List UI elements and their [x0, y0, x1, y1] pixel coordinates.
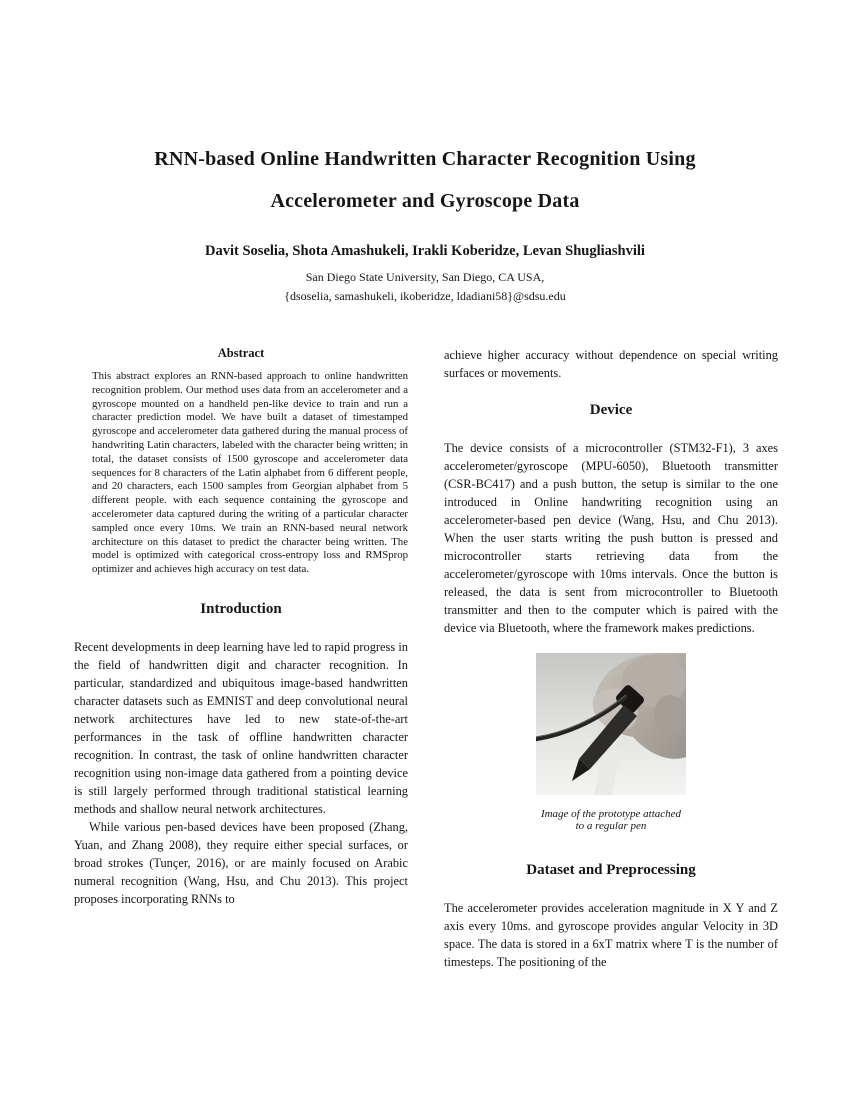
introduction-paragraph-1: Recent developments in deep learning have led to rapid progress in the field of handwritten digit and character recognition. In particular, standardized and ubiquitous image-based handwritten character datasets such as EMNIST and deep convolutional neural network architectures have led to new state-of-the-art performances in the task of offline handwritten character recognition. In contrast, the task of online handwritten character recognition using non-image data gathered from a pointing device is still largely performed through traditional statistical learning methods and shallow neural network architectures. [74, 639, 408, 816]
knuckle-highlight [654, 695, 686, 735]
paper-title [0, 138, 850, 222]
device-heading: Device [589, 402, 633, 418]
figure-caption: Image of the prototype attached to a regular pen [540, 808, 682, 832]
device-paragraph: The device consists of a microcontroller (STM32-F1), 3 axes accelerometer/gyroscope (MPU-6050), Bluetooth transmitter (CSR-BC417) and a push button, the setup is similar to the one introduced in Online handwriting recognition using an accelerometer-based pen device (Wang, Hsu, and Chu 2013). When the user starts writing the push button is pressed and microcontroller starts retrieving data from the accelerometer/gyroscope with 10ms intervals. Once the button is released, the data is sent from microcontroller to Bluetooth transmitter and then to the computer which is paired with the device via Bluetooth, where the framework makes predictions. [444, 441, 778, 635]
introduction-continued-paragraph: achieve higher accuracy without dependence on special writing surfaces or movements. [444, 348, 778, 380]
abstract-body: This abstract explores an RNN-based approach to online handwritten recognition problem. Our method uses data from an accelerometer and a gyroscope mounted on a handheld pen-like device to train and run a character prediction model. We have built a dataset of timestamped gyroscope and accelerometer data gathered during the manual process of handwriting Latin characters, labeled with the character being written; in total, the dataset consists of 1500 gyroscope and accelerometer data sequences for 8 characters of the Latin alphabet from 6 different people, and 20 characters, each 1500 samples from Georgian alphabet from 5 different people. with each sequence containing the gyroscope and accelerometer data captured during the writing of a particular character sampled once every 10ms. We train an RNN-based neural network architecture on this dataset to predict the character being written. The model is optimized with categorical cross-entropy loss and RMSprop optimizer and achieves high accuracy on test data. [92, 370, 408, 576]
abstract-heading: Abstract [217, 346, 265, 360]
paper-title-line-2: Accelerometer and Gyroscope Data [270, 190, 580, 212]
introduction-heading: Introduction [200, 600, 282, 617]
paper-header [0, 138, 850, 304]
paper-title-line-1: RNN-based Online Handwritten Character Recognition Using [154, 148, 696, 170]
left-column [74, 346, 408, 908]
dataset-heading: Dataset and Preprocessing [526, 862, 696, 878]
prototype-figure [536, 653, 686, 832]
dataset-paragraph: The accelerometer provides acceleration magnitude in X Y and Z axis every 10ms. and gyroscope provides angular Velocity in 3D space. The data is stored in a 6xT matrix where T is the number of timesteps. The positioning of the [444, 901, 778, 969]
affiliation-line: San Diego State University, San Diego, CA USA, [305, 270, 545, 284]
authors-line: Davit Soselia, Shota Amashukeli, Irakli Koberidze, Levan Shugliashvili [205, 243, 645, 259]
prototype-photo [536, 653, 686, 795]
introduction-paragraph-2: While various pen-based devices have been proposed (Zhang, Yuan, and Zhang 2008), they require either special surfaces, or broad strokes (Tunçer, 2016), or are mainly focused on Arabic numeral recognition (Wang, Hsu, and Chu 2013). This project proposes incorporating RNNs to [74, 819, 408, 906]
emails-line: {dsoselia, samashukeli, ikoberidze, ldadiani58}@sdsu.edu [284, 289, 566, 303]
right-column [444, 346, 778, 971]
